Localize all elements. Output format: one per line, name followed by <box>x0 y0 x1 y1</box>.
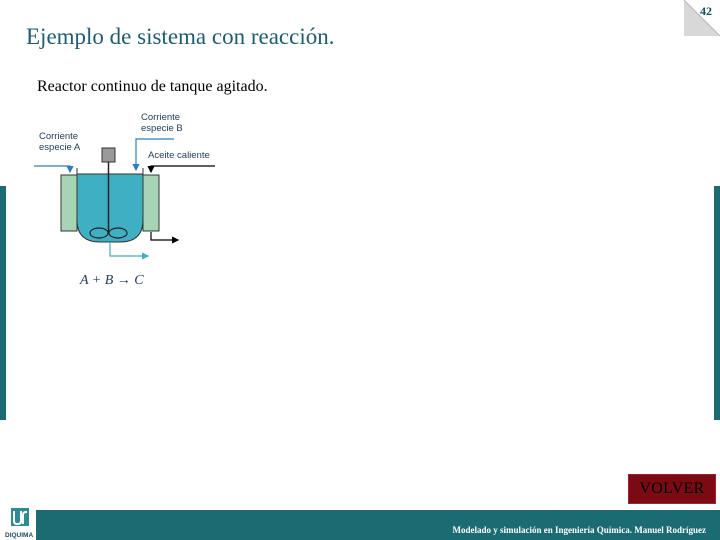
slide-title: Ejemplo de sistema con reacción. <box>26 24 335 49</box>
diquima-logo <box>4 506 36 540</box>
label-stream-a-line2: especie A <box>39 142 81 153</box>
label-stream-b-line2: especie B <box>141 123 183 134</box>
jacket-right <box>143 175 159 231</box>
label-stream-b-line1: Corriente <box>141 112 181 123</box>
footer-credit: Modelado y simulación en Ingeniería Química. Manuel Rodríguez <box>452 525 706 535</box>
svg-text:DIQUIMA: DIQUIMA <box>5 532 34 539</box>
product-outlet-line <box>110 242 148 256</box>
reaction-equation: A + B → C <box>80 273 144 288</box>
footer-bar <box>36 510 720 540</box>
hot-oil-outlet-line <box>151 232 178 240</box>
volver-button[interactable]: VOLVER <box>628 474 716 504</box>
jacket-left <box>61 175 77 231</box>
label-stream-a-line1: Corriente <box>39 131 79 142</box>
slide-subtitle: Reactor continuo de tanque agitado. <box>37 78 268 95</box>
hot-oil-inlet-line <box>151 166 215 172</box>
page-number: 42 <box>700 4 712 18</box>
cstr-diagram <box>30 108 230 293</box>
reactor-fluid <box>77 174 143 242</box>
stirrer-motor <box>102 148 115 162</box>
inlet-a-line <box>34 166 70 172</box>
label-hot-oil: Aceite caliente <box>148 150 210 161</box>
left-accent-bar <box>0 186 6 420</box>
right-accent-bar <box>714 186 720 420</box>
